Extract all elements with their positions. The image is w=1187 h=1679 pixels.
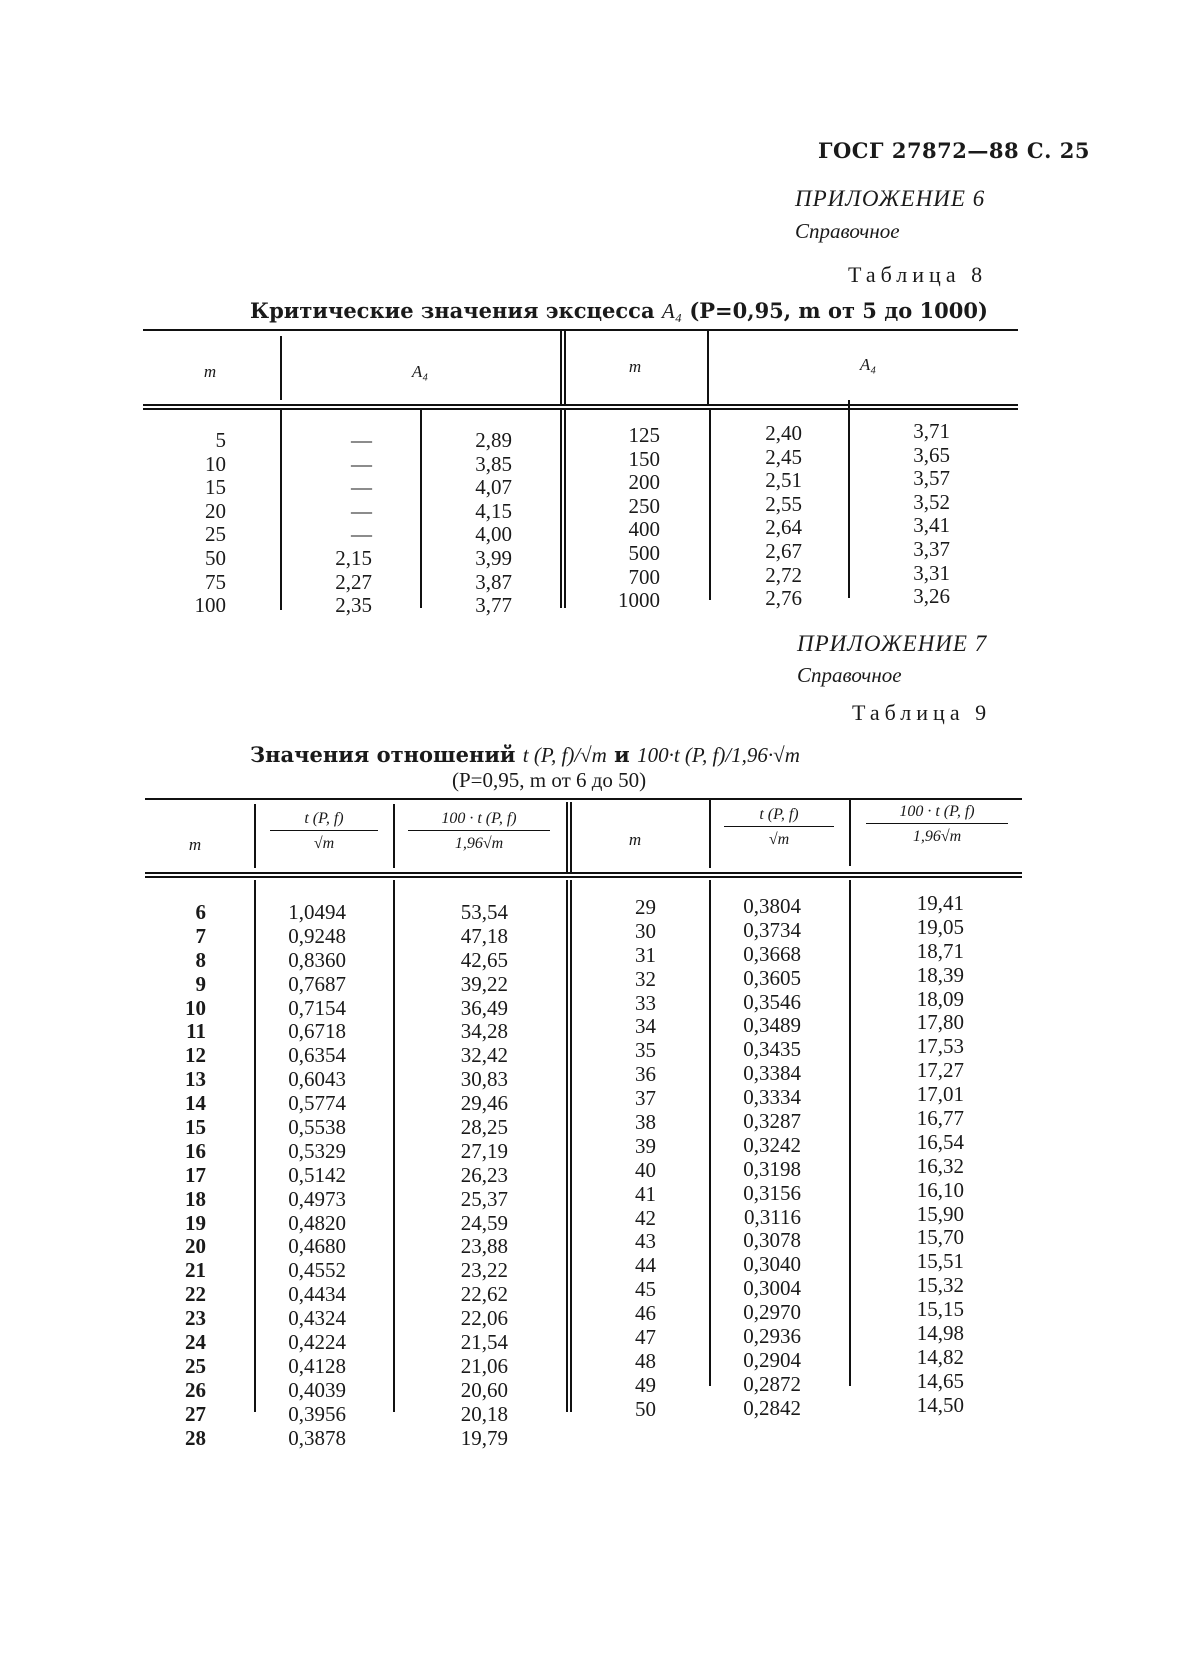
- t9-cell: 18,71: [916, 938, 964, 963]
- t8-cell: 2,35: [335, 593, 372, 618]
- t9-cell: 36: [635, 1062, 656, 1087]
- table-9-subtitle: (P=0,95, m от 6 до 50): [452, 768, 647, 792]
- t9-cell: 0,3004: [743, 1276, 801, 1301]
- t9-header-m-left: m: [188, 835, 202, 854]
- t9-cell: 47: [635, 1325, 656, 1350]
- t8-vline-2: [420, 410, 422, 608]
- t9-cell: 27: [185, 1401, 206, 1426]
- t8-cell: 2,45: [765, 444, 802, 469]
- t9-cell: 7: [195, 923, 206, 948]
- t9-cell: 0,3040: [743, 1252, 801, 1277]
- t9-cell: 20,60: [460, 1377, 508, 1402]
- t9-right-r2-col: [880, 892, 964, 1418]
- t9-cell: 0,7687: [288, 971, 346, 996]
- t9-cell: 26: [185, 1377, 206, 1402]
- t9-cell: 0,3198: [743, 1156, 801, 1181]
- t8-cell: —: [351, 428, 372, 452]
- t9-cell: 43: [635, 1229, 656, 1254]
- t9-vline-h4: [570, 802, 572, 872]
- t8-left-m-col: [160, 429, 226, 618]
- t9-cell: 0,3334: [743, 1085, 801, 1110]
- t9-header-c1-num: t (P, f): [724, 806, 834, 827]
- t9-cell: 19,79: [460, 1425, 508, 1450]
- t8-cell: 3,37: [913, 536, 950, 561]
- t8-cell: 4,07: [475, 475, 512, 500]
- t9-cell: 0,2970: [743, 1300, 801, 1325]
- t8-cell: —: [351, 522, 372, 547]
- t8-vline-4: [564, 410, 566, 608]
- t8-cell: 2,64: [765, 515, 802, 540]
- t9-vline-h5: [709, 800, 711, 868]
- appendix-6-subtitle: Справочное: [795, 219, 900, 243]
- t9-cell: 20: [185, 1234, 206, 1259]
- t8-cell: 2,89: [475, 428, 512, 452]
- t9-header-c1-den: √m: [313, 835, 335, 852]
- t8-cell: 3,65: [913, 442, 950, 467]
- t9-vline-h3: [566, 802, 568, 872]
- t9-cell: 0,4552: [288, 1258, 346, 1283]
- t9-cell: 0,4820: [288, 1210, 346, 1235]
- t9-cell: 22,06: [460, 1306, 508, 1331]
- t8-right-a1-col: [730, 422, 802, 611]
- t8-cell: 2,72: [765, 562, 802, 587]
- t9-cell: 17,27: [916, 1058, 964, 1083]
- t9-cell: 0,3956: [288, 1401, 346, 1426]
- t9-cell: 17,53: [916, 1034, 964, 1059]
- t9-cell: 0,7154: [288, 995, 346, 1020]
- t9-cell: 49: [635, 1372, 656, 1397]
- t8-vline-5: [709, 410, 711, 600]
- t8-vline-6: [848, 400, 850, 598]
- t9-cell: 0,2842: [743, 1395, 801, 1420]
- table-8-header-rule-1: [143, 404, 1018, 406]
- table-8-header-rule-2: [143, 408, 1018, 410]
- table-8-title: [250, 298, 988, 324]
- t9-cell: 13: [185, 1067, 206, 1092]
- t9-cell: 15,32: [916, 1273, 964, 1298]
- t9-cell: 14: [185, 1091, 206, 1116]
- t9-cell: 15,90: [916, 1201, 964, 1226]
- t9-cell: 11: [186, 1019, 206, 1044]
- t8-cell: 3,99: [475, 545, 512, 570]
- t8-cell: 5: [215, 428, 226, 452]
- t8-cell: 3,31: [913, 560, 950, 585]
- table-9-title: [250, 742, 800, 768]
- t8-right-m-col: [590, 424, 660, 613]
- t9-cell: 12: [185, 1043, 206, 1068]
- t9-cell: 0,4224: [288, 1330, 346, 1355]
- t9-header-m-right: m: [628, 830, 642, 849]
- t9-cell: 0,4039: [288, 1377, 346, 1402]
- t9-vline-h2: [393, 804, 395, 868]
- t9-cell: 0,5774: [288, 1091, 346, 1116]
- t9-cell: 21,06: [460, 1353, 508, 1378]
- t9-cell: 0,6043: [288, 1067, 346, 1092]
- table-9-title-formula-a: t (P, f)/√m: [522, 743, 607, 767]
- t9-cell: 25: [185, 1353, 206, 1378]
- t9-header-c1-left: [270, 810, 378, 853]
- t9-cell: 53,54: [460, 900, 508, 924]
- table-9-header-rule-2: [145, 876, 1022, 878]
- t8-header-a4-right: A₄: [859, 355, 877, 374]
- t9-cell: 15,15: [916, 1297, 964, 1322]
- t9-cell: 44: [635, 1253, 656, 1278]
- t8-cell: 3,26: [913, 584, 950, 609]
- t9-cell: 17,80: [916, 1010, 964, 1035]
- t9-cell: 16,77: [916, 1106, 964, 1131]
- t9-left-r2-col: [430, 901, 508, 1450]
- t8-header-a4-left: A₄: [411, 362, 429, 381]
- t9-cell: 0,6354: [288, 1043, 346, 1068]
- t8-cell: 700: [628, 564, 660, 589]
- t9-cell: 32,42: [460, 1043, 508, 1068]
- t9-cell: 0,6718: [288, 1019, 346, 1044]
- t9-right-m-col: [600, 896, 656, 1422]
- t8-cell: 3,57: [913, 466, 950, 491]
- t9-cell: 14,50: [916, 1392, 964, 1417]
- t9-header-c2-den: 1,96√m: [912, 828, 962, 845]
- t9-cell: 30: [635, 918, 656, 943]
- t9-cell: 38: [635, 1110, 656, 1135]
- t9-cell: 28: [185, 1425, 206, 1450]
- t9-left-r1-col: [270, 901, 346, 1450]
- t9-cell: 0,3116: [744, 1204, 801, 1229]
- t8-cell: 2,76: [765, 586, 802, 611]
- t8-cell: 250: [628, 493, 660, 518]
- t9-cell: 42,65: [460, 947, 508, 972]
- t8-vline-h1: [280, 336, 282, 400]
- t8-cell: —: [351, 451, 372, 476]
- t9-cell: 0,5142: [288, 1162, 346, 1187]
- t9-cell: 0,4324: [288, 1306, 346, 1331]
- t9-cell: 36,49: [460, 995, 508, 1020]
- table-9-label: Таблица 9: [852, 700, 992, 725]
- t9-header-c2-num: 100 · t (P, f): [866, 803, 1008, 824]
- t9-cell: 23,22: [460, 1258, 508, 1283]
- t8-cell: 500: [628, 540, 660, 565]
- t8-vline-1: [280, 410, 282, 610]
- t8-cell: 2,15: [335, 545, 372, 570]
- t9-vline-h6: [849, 798, 851, 866]
- t9-cell: 10: [185, 995, 206, 1020]
- t9-cell: 0,4434: [288, 1282, 346, 1307]
- t8-cell: 3,71: [913, 419, 950, 443]
- t9-vline-5: [709, 880, 711, 1386]
- t9-vline-2: [393, 880, 395, 1412]
- appendix-7-title: ПРИЛОЖЕНИЕ 7: [797, 631, 988, 656]
- t8-cell: 15: [205, 475, 226, 500]
- t9-cell: 29,46: [460, 1091, 508, 1116]
- t9-cell: 19,05: [916, 914, 964, 939]
- t9-cell: 14,98: [916, 1321, 964, 1346]
- t8-cell: 20: [205, 498, 226, 523]
- t9-cell: 22: [185, 1282, 206, 1307]
- t8-cell: 3,87: [475, 569, 512, 594]
- table-9-title-formula-b: 100·t (P, f)/1,96·√m: [637, 743, 800, 767]
- t9-left-m-col: [150, 901, 206, 1450]
- t9-header-c2-den: 1,96√m: [454, 835, 504, 852]
- t9-cell: 9: [195, 971, 206, 996]
- t8-cell: 2,40: [765, 421, 802, 445]
- t9-cell: 0,2936: [743, 1324, 801, 1349]
- t9-cell: 0,3156: [743, 1180, 801, 1205]
- t9-cell: 50: [635, 1396, 656, 1421]
- t8-cell: 100: [194, 593, 226, 618]
- t9-cell: 45: [635, 1277, 656, 1302]
- t9-header-c1-right: [724, 806, 834, 849]
- t9-cell: 26,23: [460, 1162, 508, 1187]
- t9-cell: 24,59: [460, 1210, 508, 1235]
- table-8-title-symbol: A₄: [661, 299, 683, 323]
- t9-cell: 0,4680: [288, 1234, 346, 1259]
- t9-cell: 46: [635, 1301, 656, 1326]
- t9-cell: 16: [185, 1138, 206, 1163]
- t9-cell: 0,4973: [288, 1186, 346, 1211]
- t9-cell: 18,09: [916, 986, 964, 1011]
- t9-cell: 30,83: [460, 1067, 508, 1092]
- t8-cell: —: [351, 475, 372, 500]
- t9-cell: 31: [635, 942, 656, 967]
- t8-header-m-right: m: [628, 357, 642, 376]
- t9-cell: 0,3734: [743, 917, 801, 942]
- t9-cell: 23,88: [460, 1234, 508, 1259]
- t9-cell: 34,28: [460, 1019, 508, 1044]
- t9-cell: 0,3435: [743, 1037, 801, 1062]
- t9-cell: 40: [635, 1157, 656, 1182]
- t8-cell: 125: [628, 423, 660, 447]
- t8-cell: 2,55: [765, 491, 802, 516]
- table-8-title-suffix: (P=0,95, m от 5 до 1000): [689, 298, 988, 323]
- t9-cell: 0,2904: [743, 1347, 801, 1372]
- t9-cell: 14,82: [916, 1344, 964, 1369]
- t8-cell: 75: [205, 569, 226, 594]
- t9-cell: 0,3384: [743, 1061, 801, 1086]
- t9-cell: 34: [635, 1014, 656, 1039]
- t8-cell: 10: [205, 451, 226, 476]
- t9-cell: 42: [635, 1205, 656, 1230]
- t9-cell: 47,18: [460, 923, 508, 948]
- t8-cell: 1000: [618, 588, 660, 613]
- t8-vline-3: [560, 410, 562, 608]
- table-9-header-rule-1: [145, 872, 1022, 874]
- page-header: ГОСГ 27872—88 С. 25: [818, 138, 1090, 163]
- t9-cell: 0,8360: [288, 947, 346, 972]
- t8-cell: 4,15: [475, 498, 512, 523]
- t8-cell: 2,27: [335, 569, 372, 594]
- table-8-title-prefix: Критические значения эксцесса: [250, 298, 655, 323]
- t9-right-r1-col: [725, 895, 801, 1421]
- t9-cell: 0,3668: [743, 941, 801, 966]
- t9-cell: 0,5329: [288, 1138, 346, 1163]
- t8-cell: 200: [628, 470, 660, 495]
- t9-vline-1: [254, 880, 256, 1412]
- t9-cell: 15,70: [916, 1225, 964, 1250]
- table-9-top-rule: [145, 798, 1022, 800]
- t8-cell: 2,67: [765, 538, 802, 563]
- table-9-title-prefix: Значения отношений: [250, 742, 516, 767]
- t8-cell: 50: [205, 545, 226, 570]
- t9-vline-h1: [254, 804, 256, 868]
- t9-cell: 17,01: [916, 1082, 964, 1107]
- t9-cell: 32: [635, 966, 656, 991]
- t9-cell: 0,3078: [743, 1228, 801, 1253]
- t9-cell: 41: [635, 1181, 656, 1206]
- t8-cell: 400: [628, 517, 660, 542]
- t9-cell: 0,5538: [288, 1115, 346, 1140]
- t9-vline-3: [566, 880, 568, 1412]
- t9-cell: 0,3878: [288, 1425, 346, 1450]
- t8-cell: 4,00: [475, 522, 512, 547]
- t9-cell: 0,3489: [743, 1013, 801, 1038]
- t9-cell: 0,3546: [743, 989, 801, 1014]
- t8-left-a2-col: [440, 429, 512, 618]
- t8-vline-h4: [707, 330, 709, 406]
- t9-cell: 17: [185, 1162, 206, 1187]
- t9-cell: 39,22: [460, 971, 508, 996]
- t9-header-c2-right: [866, 803, 1008, 846]
- t9-cell: 1,0494: [288, 900, 346, 924]
- t9-cell: 48: [635, 1348, 656, 1373]
- t8-left-a1-col: [300, 429, 372, 618]
- appendix-7-subtitle: Справочное: [797, 663, 902, 687]
- t8-cell: 3,85: [475, 451, 512, 476]
- t9-cell: 25,37: [460, 1186, 508, 1211]
- t9-header-c1-den: √m: [768, 831, 790, 848]
- t8-cell: —: [351, 498, 372, 523]
- t9-cell: 37: [635, 1086, 656, 1111]
- t8-cell: 3,77: [475, 593, 512, 618]
- table-8-top-rule: [143, 329, 1018, 331]
- t9-cell: 16,32: [916, 1153, 964, 1178]
- t8-cell: 25: [205, 522, 226, 547]
- t9-cell: 28,25: [460, 1115, 508, 1140]
- t9-cell: 15,51: [916, 1249, 964, 1274]
- t9-cell: 39: [635, 1133, 656, 1158]
- t9-cell: 15: [185, 1115, 206, 1140]
- t9-cell: 18: [185, 1186, 206, 1211]
- t9-cell: 21,54: [460, 1330, 508, 1355]
- t9-cell: 19: [185, 1210, 206, 1235]
- t9-cell: 6: [195, 900, 206, 924]
- table-8-label: Таблица 8: [848, 262, 988, 287]
- table-9-title-and: и: [614, 742, 630, 767]
- t9-cell: 18,39: [916, 962, 964, 987]
- t9-cell: 16,54: [916, 1129, 964, 1154]
- t8-cell: 3,52: [913, 489, 950, 514]
- t9-cell: 29: [635, 895, 656, 919]
- t8-header-m-left: m: [203, 362, 217, 381]
- t9-cell: 0,2872: [743, 1371, 801, 1396]
- t9-cell: 0,4128: [288, 1353, 346, 1378]
- t8-vline-h3: [564, 330, 566, 406]
- t9-cell: 16,10: [916, 1177, 964, 1202]
- t9-cell: 21: [185, 1258, 206, 1283]
- t8-right-a2-col: [878, 420, 950, 609]
- t9-cell: 0,3242: [743, 1132, 801, 1157]
- t9-cell: 35: [635, 1038, 656, 1063]
- t9-cell: 0,3804: [743, 894, 801, 918]
- t9-cell: 20,18: [460, 1401, 508, 1426]
- t8-cell: 2,51: [765, 468, 802, 493]
- t9-header-c2-left: [408, 810, 550, 853]
- t9-header-c2-num: 100 · t (P, f): [408, 810, 550, 831]
- t8-vline-h2: [560, 330, 562, 406]
- t9-vline-6: [849, 880, 851, 1386]
- t9-cell: 22,62: [460, 1282, 508, 1307]
- t9-cell: 14,65: [916, 1368, 964, 1393]
- t9-cell: 27,19: [460, 1138, 508, 1163]
- t9-header-c1-num: t (P, f): [270, 810, 378, 831]
- t9-cell: 0,9248: [288, 923, 346, 948]
- t8-cell: 3,41: [913, 513, 950, 538]
- t9-cell: 0,3287: [743, 1109, 801, 1134]
- t9-cell: 33: [635, 990, 656, 1015]
- t9-vline-4: [570, 880, 572, 1412]
- t8-cell: 150: [628, 446, 660, 471]
- t9-cell: 8: [195, 947, 206, 972]
- t9-cell: 24: [185, 1330, 206, 1355]
- appendix-6-title: ПРИЛОЖЕНИЕ 6: [795, 186, 986, 211]
- t9-cell: 0,3605: [743, 965, 801, 990]
- t9-cell: 19,41: [916, 891, 964, 915]
- t9-cell: 23: [185, 1306, 206, 1331]
